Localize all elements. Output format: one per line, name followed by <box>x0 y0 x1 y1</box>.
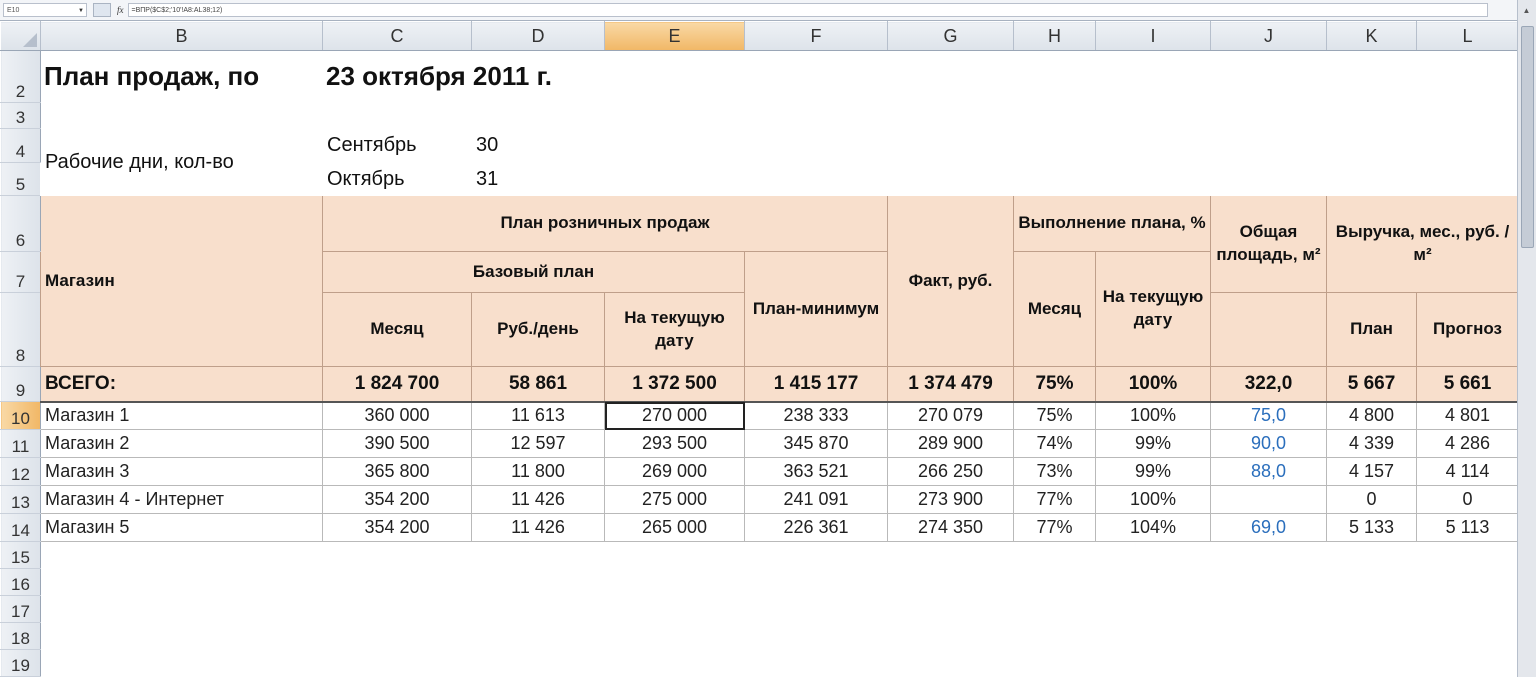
row-header[interactable]: 18 <box>1 623 41 650</box>
data-cell[interactable]: 273 900 <box>888 486 1014 514</box>
data-cell[interactable]: 11 613 <box>472 402 605 430</box>
header-empty-j8[interactable] <box>1211 293 1327 367</box>
column-header-k[interactable]: K <box>1327 22 1417 51</box>
data-cell[interactable]: 100% <box>1096 486 1211 514</box>
header-to-date[interactable]: На текущую дату <box>605 293 745 367</box>
data-cell[interactable]: 73% <box>1014 458 1096 486</box>
row-header[interactable]: 10 <box>1 402 41 430</box>
row-header[interactable]: 7 <box>1 252 41 293</box>
row-header[interactable]: 14 <box>1 514 41 542</box>
table-row <box>1 514 1519 542</box>
data-cell[interactable]: 354 200 <box>323 486 472 514</box>
formula-bar <box>0 0 1518 21</box>
column-header-c[interactable]: C <box>323 22 472 51</box>
sheet-row <box>1 596 1519 623</box>
total-cell[interactable]: 5 661 <box>1417 367 1519 402</box>
name-box[interactable] <box>3 3 87 17</box>
sheet-row <box>1 623 1519 650</box>
data-cell[interactable]: 77% <box>1014 514 1096 542</box>
table-row <box>1 402 1519 430</box>
header-rub-per-day[interactable]: Руб./день <box>472 293 605 367</box>
data-cell[interactable]: 354 200 <box>323 514 472 542</box>
store-name-cell[interactable]: Магазин 2 <box>41 430 323 458</box>
row-header[interactable]: 8 <box>1 293 41 367</box>
vertical-scrollbar[interactable] <box>1517 0 1536 677</box>
area-cell[interactable]: 90,0 <box>1211 430 1327 458</box>
data-cell[interactable]: 241 091 <box>745 486 888 514</box>
data-cell[interactable]: 75% <box>1014 402 1096 430</box>
area-cell[interactable]: 69,0 <box>1211 514 1327 542</box>
data-cell[interactable]: 345 870 <box>745 430 888 458</box>
sheet-grid <box>0 21 1518 677</box>
table-row <box>1 486 1519 514</box>
total-cell[interactable]: 5 667 <box>1327 367 1417 402</box>
store-name-cell[interactable]: Магазин 3 <box>41 458 323 486</box>
header-ful-to-date[interactable]: На текущую дату <box>1096 252 1211 367</box>
data-cell[interactable]: 77% <box>1014 486 1096 514</box>
data-cell[interactable]: 365 800 <box>323 458 472 486</box>
data-cell[interactable]: 390 500 <box>323 430 472 458</box>
column-header-b[interactable]: B <box>41 22 323 51</box>
header-rev-plan[interactable]: План <box>1327 293 1417 367</box>
data-cell[interactable]: 104% <box>1096 514 1211 542</box>
header-base-plan[interactable]: Базовый план <box>323 252 745 293</box>
row-header[interactable]: 13 <box>1 486 41 514</box>
total-cell[interactable]: 100% <box>1096 367 1211 402</box>
data-cell[interactable]: 265 000 <box>605 514 745 542</box>
page-title-date[interactable]: 23 октября 2011 г. <box>326 61 553 91</box>
table-row <box>1 458 1519 486</box>
total-cell[interactable]: 75% <box>1014 367 1096 402</box>
data-cell[interactable]: 275 000 <box>605 486 745 514</box>
chevron-down-icon[interactable]: ▼ <box>78 8 84 14</box>
column-header-j[interactable]: J <box>1211 22 1327 51</box>
column-header-d[interactable]: D <box>472 22 605 51</box>
total-cell[interactable]: 1 824 700 <box>323 367 472 402</box>
row-header[interactable]: 6 <box>1 196 41 252</box>
header-rev-forecast[interactable]: Прогноз <box>1417 293 1519 367</box>
header-fulfillment[interactable]: Выполнение плана, % <box>1014 196 1211 252</box>
sheet-row <box>1 650 1519 677</box>
row-header[interactable]: 16 <box>1 569 41 596</box>
fx-icon[interactable]: fx <box>117 5 124 15</box>
table-row <box>1 430 1519 458</box>
month-label[interactable]: Октябрь <box>327 167 405 190</box>
month-days-value[interactable]: 31 <box>476 167 499 190</box>
row-header[interactable]: 19 <box>1 650 41 677</box>
formula-input[interactable]: =ВПР($C$2;'10'!A8:AL38;12) <box>128 3 1488 17</box>
store-name-cell[interactable]: Магазин 5 <box>41 514 323 542</box>
data-cell[interactable]: 5 133 <box>1327 514 1417 542</box>
column-header-row <box>1 22 1519 51</box>
month-days-value[interactable]: 30 <box>476 134 499 156</box>
sheet-row <box>1 103 1519 129</box>
data-cell[interactable]: 0 <box>1327 486 1417 514</box>
column-header-h[interactable]: H <box>1014 22 1096 51</box>
header-area-text: Общая площадь, м² <box>1216 222 1321 264</box>
row-header[interactable]: 2 <box>1 51 41 103</box>
data-cell[interactable]: 266 250 <box>888 458 1014 486</box>
month-label[interactable]: Сентябрь <box>327 134 417 156</box>
data-cell[interactable]: 11 426 <box>472 514 605 542</box>
data-cell[interactable]: 99% <box>1096 458 1211 486</box>
data-cell[interactable]: 360 000 <box>323 402 472 430</box>
header-retail-plan[interactable]: План розничных продаж <box>323 196 888 252</box>
header-fact[interactable]: Факт, руб. <box>888 196 1014 367</box>
data-cell[interactable]: 270 079 <box>888 402 1014 430</box>
data-cell[interactable]: 99% <box>1096 430 1211 458</box>
row-header[interactable]: 9 <box>1 367 41 402</box>
sheet-row <box>1 542 1519 569</box>
header-ful-month[interactable]: Месяц <box>1014 252 1096 367</box>
data-cell[interactable]: 4 114 <box>1417 458 1519 486</box>
store-name-cell[interactable]: Магазин 1 <box>41 402 323 430</box>
page-title[interactable]: План продаж, по <box>44 61 260 91</box>
total-cell[interactable]: 1 415 177 <box>745 367 888 402</box>
area-cell[interactable]: 75,0 <box>1211 402 1327 430</box>
data-cell[interactable]: 289 900 <box>888 430 1014 458</box>
total-cell[interactable]: 58 861 <box>472 367 605 402</box>
column-header-i[interactable]: I <box>1096 22 1211 51</box>
header-plan-min[interactable]: План-минимум <box>745 252 888 367</box>
column-header-e[interactable]: E <box>605 22 745 51</box>
row-header[interactable]: 17 <box>1 596 41 623</box>
select-all-corner[interactable] <box>1 22 41 51</box>
scrollbar-thumb[interactable] <box>1521 26 1534 248</box>
sheet-row <box>1 129 1519 163</box>
worksheet[interactable] <box>0 21 1518 677</box>
sheet-row <box>1 51 1519 103</box>
total-row <box>1 367 1519 402</box>
header-month[interactable]: Месяц <box>323 293 472 367</box>
function-wizard-button[interactable] <box>93 3 111 17</box>
data-cell[interactable]: 293 500 <box>605 430 745 458</box>
data-cell[interactable]: 4 800 <box>1327 402 1417 430</box>
area-cell[interactable] <box>1211 486 1327 514</box>
column-header-g[interactable]: G <box>888 22 1014 51</box>
data-cell[interactable]: 274 350 <box>888 514 1014 542</box>
store-name-cell[interactable]: Магазин 4 - Интернет <box>41 486 323 514</box>
data-cell[interactable]: 4 801 <box>1417 402 1519 430</box>
data-cell[interactable]: 4 339 <box>1327 430 1417 458</box>
row-header[interactable]: 12 <box>1 458 41 486</box>
data-cell[interactable]: 11 426 <box>472 486 605 514</box>
data-cell[interactable]: 4 286 <box>1417 430 1519 458</box>
data-cell[interactable]: 238 333 <box>745 402 888 430</box>
row-header[interactable]: 5 <box>1 163 41 196</box>
scroll-up-icon[interactable]: ▲ <box>1522 6 1531 15</box>
total-cell[interactable]: 1 372 500 <box>605 367 745 402</box>
sheet-row <box>1 196 1519 252</box>
row-header[interactable]: 11 <box>1 430 41 458</box>
data-cell[interactable]: 226 361 <box>745 514 888 542</box>
data-cell[interactable]: 4 157 <box>1327 458 1417 486</box>
total-cell[interactable]: 1 374 479 <box>888 367 1014 402</box>
row-header[interactable]: 4 <box>1 129 41 163</box>
header-store[interactable]: Магазин <box>41 196 323 367</box>
data-cell[interactable]: 74% <box>1014 430 1096 458</box>
total-cell[interactable]: 322,0 <box>1211 367 1327 402</box>
row-header[interactable]: 3 <box>1 103 41 129</box>
header-revenue[interactable]: Выручка, мес., руб. / м² <box>1327 196 1519 293</box>
data-cell[interactable]: 363 521 <box>745 458 888 486</box>
area-cell[interactable]: 88,0 <box>1211 458 1327 486</box>
name-box-value: E10 <box>7 7 20 14</box>
column-header-f[interactable]: F <box>745 22 888 51</box>
data-cell[interactable]: 269 000 <box>605 458 745 486</box>
column-header-l[interactable]: L <box>1417 22 1519 51</box>
work-days-label[interactable]: Рабочие дни, кол-во <box>45 150 234 173</box>
data-cell[interactable]: 11 800 <box>472 458 605 486</box>
header-area[interactable] <box>1211 196 1327 293</box>
data-cell[interactable]: 5 113 <box>1417 514 1519 542</box>
row-header[interactable]: 15 <box>1 542 41 569</box>
sheet-row <box>1 569 1519 596</box>
data-cell[interactable]: 12 597 <box>472 430 605 458</box>
active-cell[interactable]: 270 000 <box>605 402 745 430</box>
data-cell[interactable]: 0 <box>1417 486 1519 514</box>
data-cell[interactable]: 100% <box>1096 402 1211 430</box>
total-label[interactable]: ВСЕГО: <box>41 367 323 402</box>
